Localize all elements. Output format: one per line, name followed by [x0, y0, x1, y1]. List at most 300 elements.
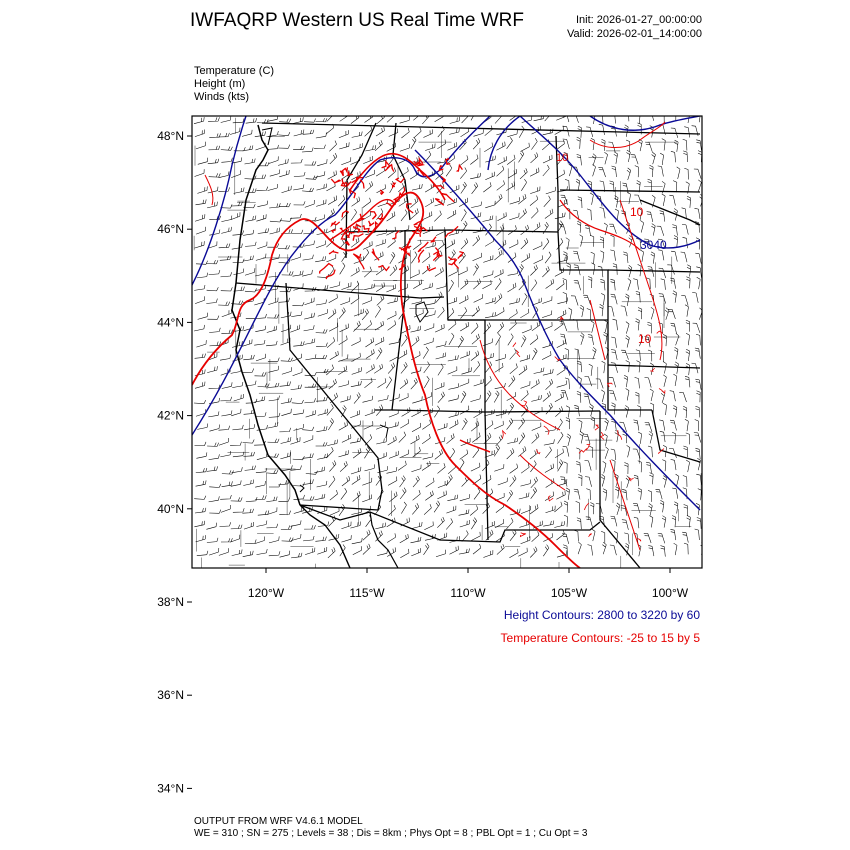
wind-barb: [438, 463, 446, 473]
wind-barb: [592, 347, 596, 359]
wind-barb: [254, 340, 265, 345]
wind-barb: [412, 423, 421, 432]
wind-barb: [658, 166, 664, 177]
wind-barb: [255, 481, 265, 487]
wind-barb: [583, 295, 590, 305]
wind-barb: [449, 333, 454, 345]
wind-barb: [660, 211, 665, 222]
wind-barb: [423, 347, 428, 359]
temperature-detail-contour: [601, 432, 604, 439]
wind-barb: [230, 128, 240, 135]
wind-barb: [676, 333, 679, 345]
wind-barb: [574, 489, 580, 499]
wind-barb: [411, 465, 421, 472]
wind-barb: [279, 428, 290, 432]
wind-barb: [508, 403, 513, 415]
wind-barb: [531, 477, 538, 488]
wind-barb: [329, 294, 338, 303]
wind-barb: [242, 369, 253, 373]
wind-barb: [413, 240, 421, 250]
wind-barb: [508, 225, 516, 235]
wind-barb: [472, 183, 478, 194]
wind-barb: [598, 167, 605, 177]
wind-barb: [425, 183, 434, 192]
wind-barb: [293, 271, 304, 277]
temperature-detail-contour: [448, 259, 456, 264]
wind-barb: [471, 518, 476, 530]
wind-barb: [495, 113, 502, 124]
wind-barb: [364, 421, 373, 429]
wind-barb: [304, 525, 315, 529]
wind-barb: [387, 311, 396, 319]
wind-barb: [338, 366, 347, 375]
lon-tick-label: 105°W: [550, 586, 588, 600]
wind-barb: [448, 320, 456, 330]
wind-barb: [221, 116, 231, 122]
wind-barb: [219, 426, 230, 431]
wind-barb: [695, 406, 699, 417]
wind-barb: [377, 229, 387, 235]
wind-barb: [410, 270, 419, 278]
wind-barb: [316, 118, 328, 122]
wind-barb: [365, 338, 373, 347]
wind-barb: [304, 119, 316, 123]
wind-barb: [486, 391, 492, 403]
wind-barb: [592, 154, 596, 166]
wind-barb: [510, 464, 518, 474]
wind-barb: [330, 393, 338, 403]
field-height-label: Height (m): [194, 78, 246, 90]
wind-barb: [460, 279, 468, 289]
wind-barb: [623, 252, 628, 263]
wind-barb: [531, 280, 537, 291]
wind-barb: [411, 378, 418, 389]
wind-barb: [483, 503, 490, 514]
wind-barb: [612, 166, 617, 177]
wind-barb: [257, 453, 267, 460]
wind-barb: [268, 358, 279, 362]
wind-barb: [532, 423, 541, 431]
wind-barb: [245, 159, 256, 165]
wind-barb: [219, 244, 230, 248]
wind-barb: [207, 366, 217, 373]
wind-barb: [209, 173, 221, 177]
wind-barb: [330, 507, 339, 515]
wind-barb: [317, 184, 327, 191]
wind-barb: [339, 381, 349, 388]
wind-barb: [483, 339, 493, 346]
wind-barb: [485, 201, 495, 208]
wind-barb: [571, 296, 578, 306]
wind-barb: [531, 379, 540, 388]
wind-barb: [627, 192, 630, 204]
wind-barb: [246, 118, 257, 123]
wind-barb: [256, 214, 266, 221]
wind-barb: [376, 438, 386, 444]
wind-barb: [521, 335, 526, 347]
wind-barb: [219, 548, 229, 555]
wind-barb: [221, 227, 231, 234]
wind-barb: [293, 409, 304, 414]
wind-barb: [685, 305, 689, 317]
wind-barb: [209, 328, 220, 333]
wind-barb: [671, 459, 676, 470]
temperature-detail-contour: [544, 426, 549, 435]
wind-barb: [579, 420, 582, 432]
wind-barb: [434, 501, 440, 512]
wind-barb: [588, 335, 594, 346]
wind-barb: [437, 491, 446, 499]
wind-barb: [303, 496, 315, 500]
wind-barb: [521, 390, 529, 400]
wind-barb: [686, 277, 690, 289]
wind-barb: [521, 506, 530, 514]
wind-barb: [563, 446, 569, 456]
wind-barb: [377, 348, 383, 360]
wind-barb: [210, 342, 221, 346]
temperature-detail-contour: [372, 249, 379, 261]
wind-barb: [543, 545, 549, 557]
wind-barb: [269, 156, 279, 163]
wind-barb: [389, 129, 398, 137]
wind-barb: [425, 299, 436, 305]
wind-barb: [545, 209, 553, 219]
wind-barb: [316, 397, 327, 401]
wind-barb: [530, 461, 536, 472]
wind-barb: [605, 419, 609, 431]
wind-barb: [317, 547, 327, 554]
wind-barb: [245, 288, 257, 292]
wind-barb: [652, 152, 656, 164]
wind-barb: [207, 466, 218, 471]
wind-barb: [207, 287, 219, 291]
wind-barb: [621, 350, 628, 360]
temperature-contour-label: 10: [556, 152, 569, 164]
wind-barb: [494, 464, 504, 471]
wind-barb: [610, 235, 614, 247]
wind-barb: [576, 448, 580, 460]
wind-barb: [554, 521, 564, 527]
wind-barb: [218, 187, 229, 191]
wind-barb: [695, 208, 701, 219]
wind-barb: [659, 268, 666, 278]
wind-barb: [658, 534, 665, 544]
wind-barb: [555, 393, 564, 402]
wind-barb: [633, 449, 640, 459]
wind-barb: [327, 254, 336, 262]
wind-barb: [222, 481, 233, 486]
wind-barb: [686, 433, 690, 445]
wind-barb: [412, 503, 419, 514]
wind-barb: [448, 355, 459, 361]
wind-barb: [697, 277, 701, 289]
wind-barb: [543, 238, 549, 249]
wind-barb: [242, 130, 252, 137]
wind-barb: [305, 354, 316, 360]
wind-barb: [695, 529, 700, 540]
wind-barb: [573, 319, 578, 330]
wind-barb: [509, 549, 518, 558]
wind-barb: [436, 550, 446, 557]
wind-barb: [650, 389, 653, 401]
wind-barb: [542, 351, 551, 360]
wind-barb: [209, 454, 220, 459]
wind-barb: [461, 307, 467, 318]
wind-barb: [638, 488, 642, 500]
wind-barb: [472, 306, 480, 316]
lat-tick-label: 38°N: [157, 595, 184, 609]
wind-barb: [534, 255, 543, 263]
wind-barb: [338, 354, 348, 361]
wind-barb: [328, 547, 335, 558]
wind-barb: [560, 477, 567, 487]
wind-barb: [280, 452, 290, 459]
wind-barb: [684, 505, 688, 516]
temperature-detail-contour: [340, 167, 347, 172]
wind-barb: [684, 543, 688, 554]
wind-barb: [278, 497, 289, 501]
wind-barb: [470, 173, 481, 179]
wind-barb: [521, 238, 528, 249]
wind-barb: [257, 242, 267, 249]
wind-barb: [531, 208, 538, 219]
wind-barb: [542, 311, 552, 318]
wind-barb: [485, 521, 494, 529]
wind-barb: [603, 461, 606, 473]
wind-barb: [281, 409, 291, 416]
wind-barb: [484, 410, 494, 416]
wind-barb: [279, 203, 291, 207]
wind-barb: [661, 279, 666, 290]
wind-barb: [530, 547, 537, 558]
wind-barb: [696, 238, 700, 250]
wind-barb: [230, 442, 241, 446]
wind-barb: [305, 298, 315, 305]
wind-barb: [672, 488, 678, 499]
wind-barb: [245, 466, 256, 471]
wind-barb: [267, 326, 277, 333]
wind-barb: [243, 440, 255, 444]
wind-barb: [339, 142, 349, 149]
model-info-line-1: OUTPUT FROM WRF V4.6.1 MODEL: [194, 816, 363, 827]
wind-barb: [376, 167, 385, 176]
wind-barb: [659, 420, 665, 431]
wind-barb: [304, 325, 315, 331]
wind-barb: [472, 433, 480, 443]
wind-barb: [194, 117, 204, 124]
wind-barb: [601, 293, 605, 305]
wind-barb: [497, 322, 504, 333]
wind-barb: [282, 186, 292, 193]
wind-barb: [533, 242, 542, 250]
wind-barb: [673, 406, 677, 418]
wind-barb: [258, 511, 269, 516]
wind-barb: [462, 531, 469, 542]
wind-barb: [545, 252, 551, 263]
wind-barb: [245, 188, 256, 193]
lon-tick-label: 100°W: [651, 586, 689, 600]
wind-barb: [580, 333, 584, 345]
wind-barb: [255, 372, 267, 376]
wind-barbs: [194, 109, 705, 558]
wind-barb: [221, 538, 232, 542]
wind-barb: [255, 326, 266, 332]
wind-barb: [644, 533, 651, 543]
wind-barb: [242, 509, 253, 513]
wind-barb: [611, 113, 616, 124]
wind-barb: [660, 153, 664, 165]
wind-barb: [438, 307, 445, 318]
wind-barb: [438, 392, 445, 403]
wind-barb: [532, 321, 540, 331]
wind-barb: [635, 377, 640, 388]
wind-barb: [638, 432, 642, 444]
wind-barb: [245, 268, 255, 275]
wind-barb: [422, 420, 430, 430]
wind-barb: [604, 320, 607, 332]
wind-barb: [291, 311, 302, 316]
wind-barb: [400, 549, 409, 558]
wind-barb: [686, 320, 690, 332]
wind-barb: [315, 215, 325, 222]
wind-barb: [269, 413, 280, 417]
wind-barb: [316, 241, 326, 248]
wind-barb: [342, 434, 351, 442]
lat-tick-label: 34°N: [157, 781, 184, 796]
wind-barb: [546, 379, 553, 390]
wind-barb: [462, 112, 469, 123]
wind-barb: [424, 504, 431, 515]
wind-barb: [257, 549, 268, 555]
wind-barb: [422, 113, 429, 124]
field-winds-label: Winds (kts): [194, 91, 249, 103]
wind-barb: [696, 391, 700, 403]
temperature-contour-legend: Temperature Contours: -25 to 15 by 5: [500, 631, 700, 645]
wind-barb: [400, 450, 409, 458]
wind-barb: [681, 252, 687, 262]
wind-barb: [663, 476, 667, 488]
wind-barb: [221, 158, 232, 163]
wind-barb: [460, 322, 469, 331]
wind-barb: [671, 323, 677, 333]
wind-barb: [302, 270, 312, 276]
wind-barb: [206, 523, 216, 530]
wind-barb: [686, 363, 690, 375]
wind-barb: [350, 410, 360, 417]
wind-barb: [351, 467, 361, 474]
temperature-detail-contour: [342, 179, 346, 186]
wind-barb: [401, 128, 409, 138]
wind-barb: [387, 533, 396, 542]
wind-barb: [580, 235, 583, 247]
wind-barb: [687, 515, 691, 527]
wind-barb: [611, 516, 617, 526]
wind-barb: [339, 130, 348, 138]
wind-barb: [218, 302, 230, 306]
wind-barb: [588, 545, 593, 556]
wind-barb: [590, 193, 593, 205]
wind-barb: [589, 404, 593, 416]
wind-barb: [673, 291, 677, 303]
wind-barb: [448, 366, 457, 374]
lat-tick-label: 40°N: [157, 501, 184, 516]
wind-barb: [353, 321, 360, 332]
wind-barb: [542, 266, 549, 277]
wind-barb: [615, 487, 619, 499]
wind-barb: [340, 263, 345, 275]
wind-barb: [649, 473, 653, 485]
wind-barb: [207, 316, 219, 320]
wind-barb: [423, 283, 433, 290]
wind-barb: [509, 309, 517, 318]
wind-barb: [268, 131, 279, 137]
wind-barb: [567, 263, 571, 275]
wind-barb: [577, 137, 581, 149]
wind-barb: [195, 296, 205, 303]
wind-barb: [196, 535, 206, 542]
wind-barb: [696, 140, 701, 151]
temperature-detail-contour: [657, 331, 663, 333]
wind-barb: [470, 505, 478, 515]
wind-barb: [374, 364, 382, 373]
wind-barb: [422, 434, 430, 444]
wind-barb: [255, 270, 265, 276]
wind-barb: [437, 140, 445, 149]
wind-barb: [303, 255, 314, 260]
wind-barb: [365, 409, 375, 416]
wind-barb: [696, 334, 700, 345]
wind-barb: [509, 376, 515, 387]
temperature-detail-contour: [446, 158, 450, 164]
wind-barb: [256, 187, 267, 191]
wind-barb: [197, 551, 208, 556]
wind-barb: [426, 478, 434, 487]
temperature-detail-contour: [326, 270, 335, 279]
wind-barb: [329, 461, 336, 472]
wind-barb: [268, 422, 279, 428]
wind-barb: [573, 251, 580, 261]
wind-barb: [401, 210, 407, 221]
temperature-detail-contour: [393, 183, 396, 187]
wind-barb: [268, 184, 278, 191]
wind-barb: [647, 212, 653, 222]
wind-barb: [363, 249, 369, 260]
wind-barb: [546, 187, 556, 194]
wind-barb: [460, 351, 469, 359]
wind-barb: [294, 495, 305, 500]
wind-barb: [268, 439, 280, 443]
wind-barb: [245, 242, 256, 247]
wind-barb: [495, 194, 502, 205]
wind-barb: [473, 138, 480, 149]
wind-barb: [610, 279, 615, 290]
wind-barb: [497, 180, 505, 190]
wind-barb: [400, 144, 410, 151]
wind-barb: [556, 491, 565, 500]
wind-barb: [545, 447, 551, 458]
wind-barb: [435, 113, 444, 122]
latitude-axis: [157, 129, 192, 850]
wind-barb: [328, 309, 336, 319]
wind-barb: [399, 393, 408, 401]
wind-barb: [485, 297, 495, 304]
wind-barb: [450, 546, 459, 554]
wind-barb: [461, 182, 467, 194]
wind-barb: [682, 532, 688, 542]
wind-barb: [474, 409, 483, 418]
wind-barb: [221, 410, 232, 416]
wind-barb: [660, 546, 665, 557]
